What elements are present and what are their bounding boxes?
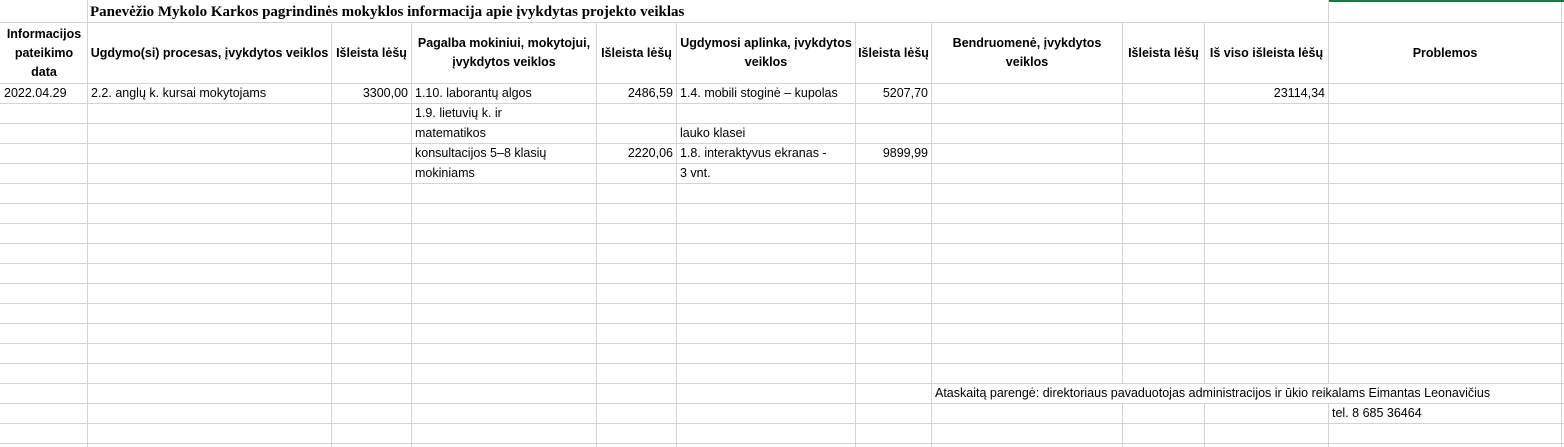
report-title[interactable]: Panevėžio Mykolo Karkos pagrindinės mokyklos informacija apie įvykdytas projekto veiklas (90, 4, 685, 20)
grid-line (0, 443, 1564, 444)
grid-line (0, 283, 1564, 284)
cell-spent-3[interactable]: 5207,70 (882, 86, 928, 100)
header-spent-2[interactable]: Išleista lėšų (601, 45, 672, 60)
cell-spent-1[interactable]: 3300,00 (362, 86, 408, 100)
grid-line (0, 243, 1564, 244)
cell-support[interactable]: mokiniams (415, 166, 475, 180)
cell-education-process[interactable]: 2.2. anglų k. kursai mokytojams (91, 86, 267, 100)
phone-note[interactable]: tel. 8 685 36464 (1332, 406, 1422, 420)
cell-environment[interactable]: 3 vnt. (680, 166, 711, 180)
cell-date[interactable]: 2022.04.29 (4, 86, 67, 100)
prepared-by-note[interactable]: Ataskaitą parengė: direktoriaus pavaduotojas administracijos ir ūkio reikalams Eimantas Leonavičius (935, 386, 1491, 400)
cell-support[interactable]: 1.10. laborantų algos (415, 86, 532, 100)
grid-line (0, 363, 1564, 364)
grid-line (0, 183, 1564, 184)
header-date[interactable]: Informacijos pateikimo data (6, 26, 82, 79)
header-spent-4[interactable]: Išleista lėšų (1128, 45, 1199, 60)
cell-support[interactable]: matematikos (415, 126, 486, 140)
grid-line (0, 203, 1564, 204)
header-support[interactable]: Pagalba mokiniui, mokytojui, įvykdytos veiklos (417, 36, 591, 69)
cell-total[interactable]: 23114,34 (1273, 86, 1325, 100)
cell-environment[interactable]: lauko klasei (680, 126, 746, 140)
header-education-process[interactable]: Ugdymo(si) procesas, įvykdytos veiklos (90, 45, 329, 60)
cell-support[interactable]: 1.9. lietuvių k. ir (415, 106, 502, 120)
cell-spent-2[interactable]: 2220,06 (627, 146, 673, 160)
grid-line (0, 323, 1564, 324)
cell-environment[interactable]: 1.8. interaktyvus ekranas - (680, 146, 827, 160)
header-spent-1[interactable]: Išleista lėšų (336, 45, 407, 60)
grid-line (0, 423, 1564, 424)
cell-spent-3[interactable]: 9899,99 (882, 146, 928, 160)
grid-line (0, 303, 1564, 304)
grid-line (0, 343, 1564, 344)
grid-line (0, 223, 1564, 224)
header-problems[interactable]: Problemos (1412, 45, 1478, 60)
header-community[interactable]: Bendruomenė, įvykdytos veiklos (952, 36, 1102, 69)
cell-environment[interactable]: 1.4. mobili stoginė – kupolas (680, 86, 838, 100)
header-spent-3[interactable]: Išleista lėšų (858, 45, 929, 60)
selection-border (1329, 0, 1564, 2)
cell-spent-2[interactable]: 2486,59 (627, 86, 673, 100)
cell-support[interactable]: konsultacijos 5–8 klasių (415, 146, 547, 160)
grid-line (0, 263, 1564, 264)
header-environment[interactable]: Ugdymosi aplinka, įvykdytos veiklos (680, 36, 852, 69)
header-total[interactable]: Iš viso išleista lėšų (1209, 45, 1324, 60)
grid-line (0, 103, 1564, 104)
